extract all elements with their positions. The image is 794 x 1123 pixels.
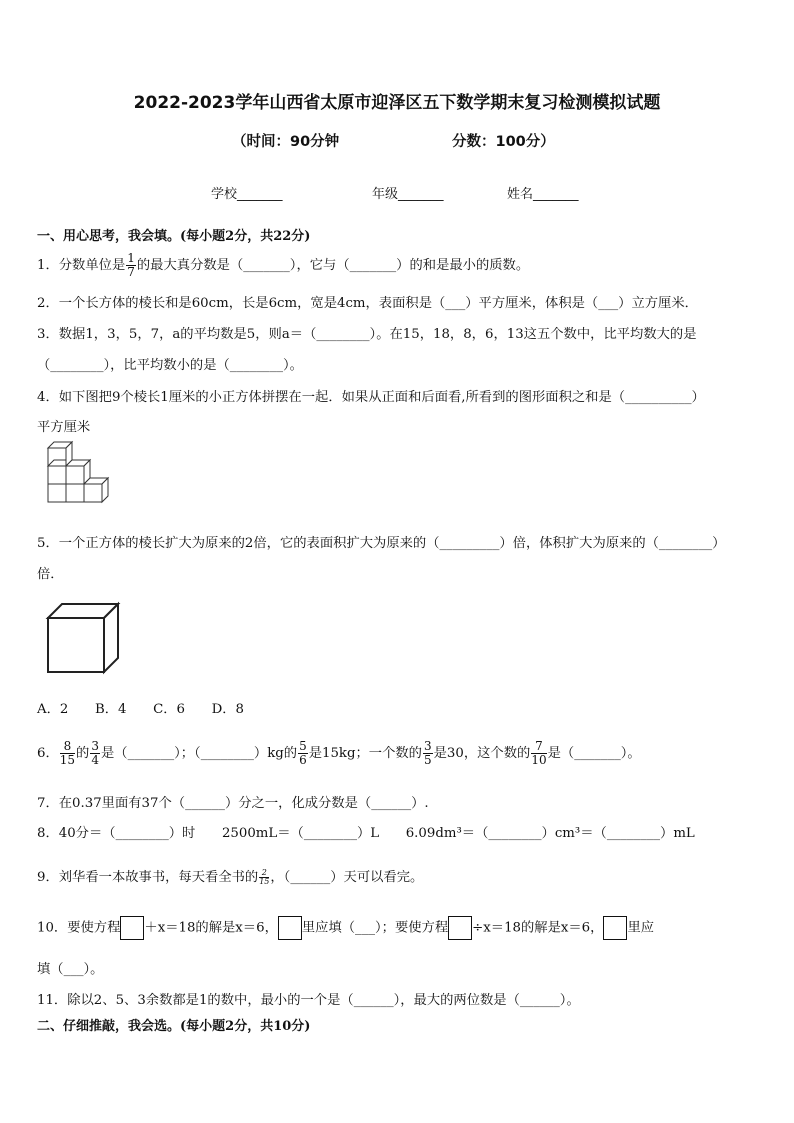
question-5-options: A．2 B．4 C．6 D．8 [37,702,245,717]
answer-box[interactable] [603,916,627,940]
answer-box[interactable] [278,916,302,940]
exam-time: （时间：90分钟 [232,134,340,150]
question-3-line2: （________），比平均数小的是（________）。 [37,358,303,373]
question-5-line2: 倍． [37,567,64,582]
name-field[interactable]: 姓名_______ [507,187,579,202]
answer-box[interactable] [448,916,472,940]
question-2: 2．一个长方体的棱长和是60cm，长是6cm，宽是4cm，表面积是（___）平方厘米，体积是（___）立方厘米． [37,296,698,311]
question-10-line1: 10．要使方程 ＋x＝18的解是x＝6， 里应填（___）；要使方程 ÷x＝18的解是x＝6， 里应 [37,916,654,940]
fraction: $\frac{1}{7}$ [127,251,135,279]
question-6: 6． $\frac{8}{15}$ 的 $\frac{3}{4}$ 是（_______）；（________）kg的 $\frac{5}{6}$ 是15kg；一个数的 $\frac{3}{5}$ 是30，这个数的 $\frac{7}{10}$ 是（_______）。 [37,739,641,767]
question-4-line2: 平方厘米 [37,420,91,435]
question-3-line1: 3．数据1，3，5，7，a的平均数是5，则a＝（________）。在15，18，8，6，13这五个数中，比平均数大的是 [37,327,697,342]
page-title: 2022-2023学年山西省太原市迎泽区五下数学期末复习检测模拟试题 [133,93,661,113]
question-10-line2: 填（___）。 [37,962,104,977]
question-7: 7．在0.37里面有37个（______）分之一，化成分数是（______）. [37,796,429,811]
section-1-title: 一、用心思考，我会填。(每小题2分，共22分) [37,229,311,244]
question-1: 1．分数单位是 $\frac{1}{7}$ 的最大真分数是（_______），它与（_______）的和是最小的质数。 [37,251,530,279]
question-8: 8．40分＝（________）时 2500mL＝（________）L 6.09dm³＝（________）cm³＝（________）mL [37,826,695,841]
question-5-line1: 5．一个正方体的棱长扩大为原来的2倍，它的表面积扩大为原来的（_________）倍，体积扩大为原来的（________） [37,536,726,551]
question-4-line1: 4．如下图把9个棱长1厘米的小正方体拼摆在一起．如果从正面和后面看,所看到的图形面积之和是（__________） [37,390,705,405]
exam-score: 分数：100分） [452,134,555,150]
question-11: 11．除以2、5、3余数都是1的数中，最小的一个是（______），最大的两位数是（______）。 [37,993,580,1008]
answer-box[interactable] [120,916,144,940]
stacked-cubes-figure [40,440,116,514]
school-field[interactable]: 学校_______ [211,187,283,202]
question-9: 9．刘华看一本故事书，每天看全书的 $\frac{2}{15}$ ，（______）天可以看完。 [37,868,424,886]
section-2-title: 二、仔细推敲，我会选。(每小题2分，共10分) [37,1019,311,1034]
cube-figure [44,600,124,676]
grade-field[interactable]: 年级_______ [372,187,444,202]
